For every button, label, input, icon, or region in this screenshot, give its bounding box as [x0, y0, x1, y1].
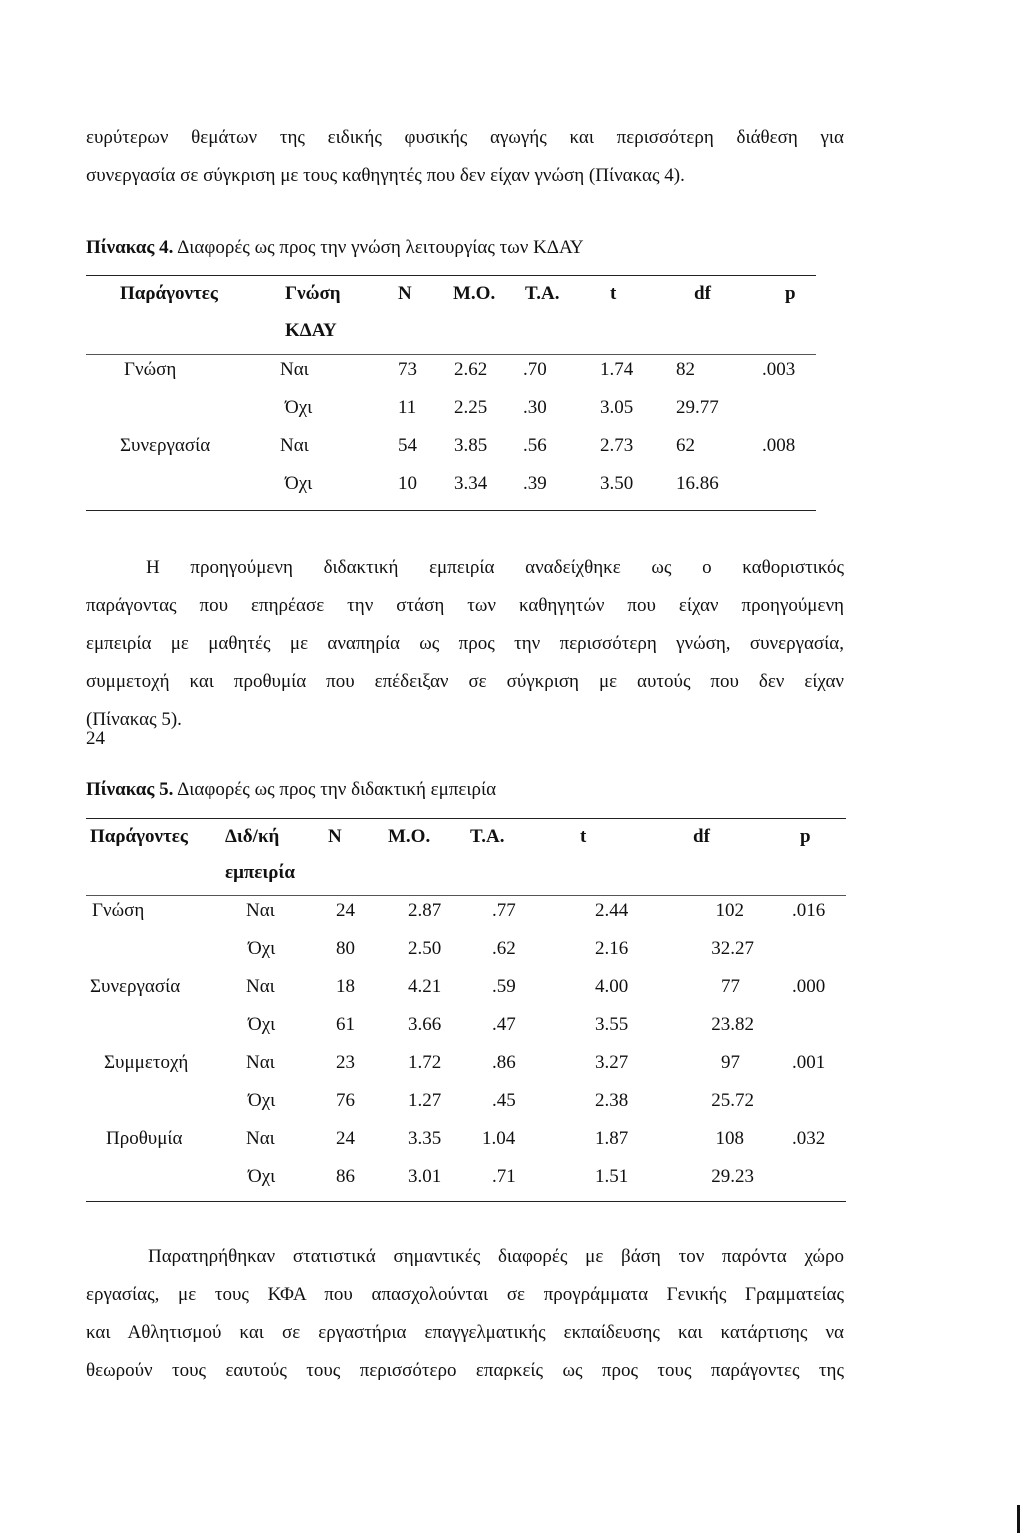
closing-line-2: εργασίας, με τους ΚΦΑ που απασχολούνται σε προγράμματα Γενικής Γραμματείας — [86, 1284, 844, 1305]
table4-header-rule — [86, 354, 816, 355]
table5-header-group: Διδ/κή — [225, 826, 280, 847]
table4-row2-mean: 2.25 — [454, 397, 488, 418]
table5-header-group-2: εμπειρία — [225, 862, 295, 883]
table5-row3-group: Ναι — [246, 976, 275, 997]
table4-row1-mean: 2.62 — [454, 359, 488, 380]
table4-row2-t: 3.05 — [600, 397, 634, 418]
closing-paragraph — [86, 1238, 844, 1390]
table5-row7-df: 108 — [715, 1128, 744, 1149]
table4-row1-sd: .70 — [523, 359, 547, 380]
table5-row3-mean: 4.21 — [408, 976, 442, 997]
table4-row2-group: Όχι — [285, 397, 313, 418]
table4-header-factor: Παράγοντες — [120, 283, 218, 304]
table5-row1-p: .016 — [792, 900, 826, 921]
table5-header-sd: Τ.Α. — [470, 826, 505, 847]
intro-line-2: συνεργασία σε σύγκριση με τους καθηγητές που δεν είχαν γνώση (Πίνακας 4). — [86, 165, 685, 186]
table5-row5-mean: 1.72 — [408, 1052, 442, 1073]
table5-header-df: df — [693, 826, 710, 847]
table4-header-group: Γνώση — [285, 283, 341, 304]
middle-line-2: παράγοντας που επηρέασε την στάση των καθηγητών που είχαν προηγούμενη — [86, 595, 844, 616]
table5-row2-mean: 2.50 — [408, 938, 442, 959]
table5-row7-n: 24 — [336, 1128, 355, 1149]
table5-row4-mean: 3.66 — [408, 1014, 442, 1035]
table5-row8-df: 29.23 — [711, 1166, 754, 1187]
table5-row2-group: Όχι — [248, 938, 276, 959]
table4-title: Διαφορές ως προς την γνώση λειτουργίας των ΚΔΑΥ — [177, 237, 584, 258]
middle-line-3: εμπειρία με μαθητές με αναπηρία ως προς την περισσότερη γνώση, συνεργασία, — [86, 633, 844, 654]
table4-header-df: df — [694, 283, 711, 304]
table5-row7-t: 1.87 — [595, 1128, 629, 1149]
table4-row1-n: 73 — [398, 359, 417, 380]
table5-row8-n: 86 — [336, 1166, 355, 1187]
table5-row1-sd: .77 — [492, 900, 516, 921]
table4-row3-group: Ναι — [280, 435, 309, 456]
table5-row3-p: .000 — [792, 976, 826, 997]
table5-row3-sd: .59 — [492, 976, 516, 997]
table4-row1-group: Ναι — [280, 359, 309, 380]
table5-row4-t: 3.55 — [595, 1014, 629, 1035]
middle-line-4: συμμετοχή και προθυμία που επέδειξαν σε σύγκριση με αυτούς που δεν είχαν — [86, 671, 844, 692]
table4-row4-df: 16.86 — [676, 473, 719, 494]
table5-row4-group: Όχι — [248, 1014, 276, 1035]
table5-row7-factor: Προθυμία — [106, 1128, 183, 1149]
table5-row5-n: 23 — [336, 1052, 355, 1073]
table5-row8-group: Όχι — [248, 1166, 276, 1187]
table5-header-p: p — [800, 826, 811, 847]
table4-header-mean: Μ.Ο. — [453, 283, 496, 304]
table4-row1-p: .003 — [762, 359, 796, 380]
table5-row4-df: 23.82 — [711, 1014, 754, 1035]
table5-row8-t: 1.51 — [595, 1166, 629, 1187]
table4-row4-n: 10 — [398, 473, 417, 494]
table5-row1-n: 24 — [336, 900, 355, 921]
table5-row1-group: Ναι — [246, 900, 275, 921]
middle-paragraph — [86, 549, 844, 739]
table5-title: Διαφορές ως προς την διδακτική εμπειρία — [177, 779, 497, 800]
table5-row2-df: 32.27 — [711, 938, 754, 959]
table5-row7-mean: 3.35 — [408, 1128, 442, 1149]
table5-row6-df: 25.72 — [711, 1090, 754, 1111]
table4-top-rule — [86, 275, 816, 276]
table4-row4-group: Όχι — [285, 473, 313, 494]
table4-row1-df: 82 — [676, 359, 695, 380]
table5-row3-factor: Συνεργασία — [90, 976, 181, 997]
table5-row6-sd: .45 — [492, 1090, 516, 1111]
table4-header-p: p — [785, 283, 796, 304]
table4-caption — [86, 237, 584, 259]
table4-row3-factor: Συνεργασία — [120, 435, 211, 456]
table5-caption — [86, 779, 496, 801]
table5-row3-t: 4.00 — [595, 976, 629, 997]
table4-row2-n: 11 — [398, 397, 417, 418]
page-number: 24 — [86, 728, 105, 749]
table5-row3-df: 77 — [721, 976, 740, 997]
table5-label: Πίνακας 5. — [86, 779, 174, 800]
table5-top-rule — [86, 818, 846, 819]
table4-row4-sd: .39 — [523, 473, 547, 494]
table5-row7-group: Ναι — [246, 1128, 275, 1149]
table4-label: Πίνακας 4. — [86, 237, 174, 258]
table5-row6-group: Όχι — [248, 1090, 276, 1111]
table5-header-n: Ν — [328, 826, 342, 847]
closing-line-4: θεωρούν τους εαυτούς τους περισσότερο επαρκείς ως προς τους παράγοντες της — [86, 1360, 844, 1381]
table5-row1-df: 102 — [715, 900, 744, 921]
table5-row1-factor: Γνώση — [92, 900, 145, 921]
table4-header-n: Ν — [398, 283, 412, 304]
middle-line-5: (Πίνακας 5). — [86, 709, 182, 730]
intro-line-1: ευρύτερων θεμάτων της ειδικής φυσικής αγωγής και περισσότερη διάθεση για — [86, 127, 844, 148]
table5-header-t: t — [580, 826, 587, 847]
table5-row5-sd: .86 — [492, 1052, 516, 1073]
table5-row5-t: 3.27 — [595, 1052, 629, 1073]
table5-row3-n: 18 — [336, 976, 355, 997]
table5-row4-n: 61 — [336, 1014, 355, 1035]
table4-row3-sd: .56 — [523, 435, 547, 456]
table4-row4-mean: 3.34 — [454, 473, 488, 494]
table4-row1-t: 1.74 — [600, 359, 634, 380]
table5-header-mean: Μ.Ο. — [388, 826, 431, 847]
table5-row5-group: Ναι — [246, 1052, 275, 1073]
table5-row5-p: .001 — [792, 1052, 826, 1073]
table4-row3-mean: 3.85 — [454, 435, 488, 456]
table4-header-t: t — [610, 283, 617, 304]
table4-header-sd: Τ.Α. — [525, 283, 560, 304]
table5-row2-t: 2.16 — [595, 938, 629, 959]
table5-row1-mean: 2.87 — [408, 900, 442, 921]
table5-row4-sd: .47 — [492, 1014, 516, 1035]
table5-row2-n: 80 — [336, 938, 355, 959]
table5-row8-sd: .71 — [492, 1166, 516, 1187]
table5-row8-mean: 3.01 — [408, 1166, 442, 1187]
table4-row2-df: 29.77 — [676, 397, 719, 418]
table4-row3-df: 62 — [676, 435, 695, 456]
table4-row1-factor: Γνώση — [124, 359, 177, 380]
table4-row3-p: .008 — [762, 435, 796, 456]
table4-row2-sd: .30 — [523, 397, 547, 418]
table5-row1-t: 2.44 — [595, 900, 629, 921]
scan-edge-mark — [1017, 1505, 1020, 1533]
table4-row3-t: 2.73 — [600, 435, 634, 456]
table5-row2-sd: .62 — [492, 938, 516, 959]
table5-row7-p: .032 — [792, 1128, 826, 1149]
intro-paragraph — [86, 119, 844, 195]
table5-row6-n: 76 — [336, 1090, 355, 1111]
table5-row5-df: 97 — [721, 1052, 740, 1073]
table4-row4-t: 3.50 — [600, 473, 634, 494]
table5-row5-factor: Συμμετοχή — [104, 1052, 189, 1073]
table5-row6-t: 2.38 — [595, 1090, 629, 1111]
table4-header-group-2: ΚΔΑΥ — [285, 320, 337, 341]
closing-line-3: και Αθλητισμού και σε εργαστήρια επαγγελματικής εκπαίδευσης και κατάρτισης να — [86, 1322, 844, 1343]
table4-bottom-rule — [86, 510, 816, 511]
closing-line-1: Παρατηρήθηκαν στατιστικά σημαντικές διαφορές με βάση τον παρόντα χώρο — [148, 1246, 844, 1267]
middle-line-1: Η προηγούμενη διδακτική εμπειρία αναδείχθηκε ως ο καθοριστικός — [146, 557, 844, 578]
table5-bottom-rule — [86, 1201, 846, 1202]
table4-row3-n: 54 — [398, 435, 417, 456]
table5-header-rule — [86, 895, 846, 896]
table5-row7-sd: 1.04 — [482, 1128, 516, 1149]
table5-header-factor: Παράγοντες — [90, 826, 188, 847]
table5-row6-mean: 1.27 — [408, 1090, 442, 1111]
